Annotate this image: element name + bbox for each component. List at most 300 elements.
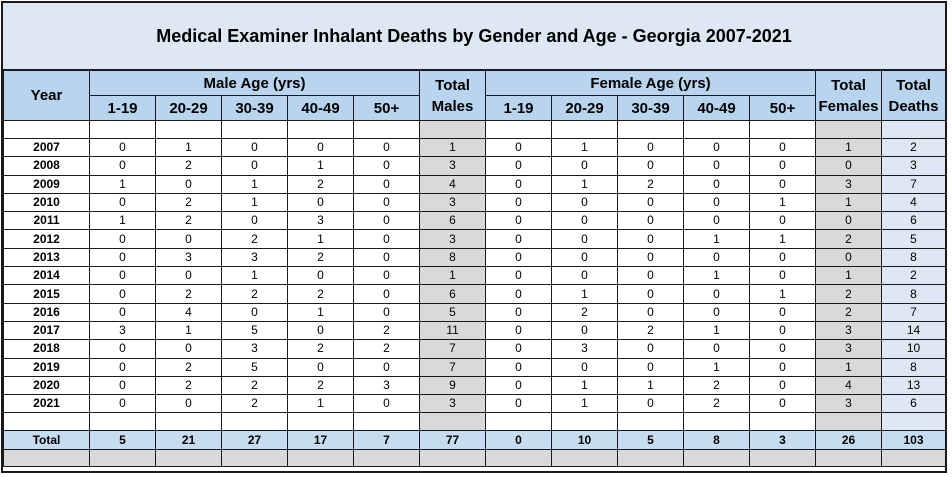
table-row <box>4 230 946 248</box>
total-deaths-cell: 2 <box>882 139 946 157</box>
empty-cell <box>618 450 684 467</box>
total-females-cell: 0 <box>816 248 882 266</box>
female-count-cell: 0 <box>684 139 750 157</box>
male-count-cell: 1 <box>288 230 354 248</box>
header-female-age-group: Female Age (yrs) <box>486 71 816 96</box>
total-male-cell: 7 <box>354 431 420 450</box>
total-females-cell: 4 <box>816 376 882 394</box>
total-female-cell: 3 <box>750 431 816 450</box>
total-deaths-cell: 13 <box>882 376 946 394</box>
total-female-cell: 5 <box>618 431 684 450</box>
total-males-cell: 1 <box>420 267 486 285</box>
year-cell: 2016 <box>4 303 90 321</box>
male-count-cell: 0 <box>90 340 156 358</box>
total-deaths-cell: 4 <box>882 193 946 211</box>
empty-cell <box>882 413 946 431</box>
year-cell: 2008 <box>4 157 90 175</box>
male-count-cell: 1 <box>156 139 222 157</box>
male-count-cell: 2 <box>222 230 288 248</box>
empty-cell <box>420 413 486 431</box>
female-count-cell: 0 <box>486 230 552 248</box>
female-count-cell: 0 <box>750 358 816 376</box>
year-cell: 2014 <box>4 267 90 285</box>
male-count-cell: 1 <box>222 175 288 193</box>
female-count-cell: 0 <box>684 248 750 266</box>
female-count-cell: 1 <box>750 230 816 248</box>
year-cell: 2017 <box>4 321 90 339</box>
year-cell: 2012 <box>4 230 90 248</box>
total-deaths-cell: 7 <box>882 303 946 321</box>
year-cell: 2021 <box>4 395 90 413</box>
header-total-females <box>816 71 882 121</box>
female-count-cell: 0 <box>750 321 816 339</box>
total-deaths-cell: 8 <box>882 248 946 266</box>
table-row <box>4 376 946 394</box>
male-count-cell: 2 <box>156 157 222 175</box>
total-females-cell: 2 <box>816 303 882 321</box>
empty-cell <box>816 413 882 431</box>
male-count-cell: 3 <box>354 376 420 394</box>
header-total-males-line2: Males <box>431 97 474 115</box>
male-count-cell: 1 <box>288 395 354 413</box>
female-count-cell: 0 <box>486 157 552 175</box>
total-females-cell: 2 <box>816 230 882 248</box>
male-count-cell: 1 <box>288 303 354 321</box>
female-count-cell: 2 <box>618 321 684 339</box>
female-count-cell: 0 <box>684 212 750 230</box>
female-count-cell: 1 <box>618 376 684 394</box>
male-count-cell: 0 <box>354 303 420 321</box>
male-count-cell: 1 <box>222 193 288 211</box>
female-count-cell: 2 <box>552 303 618 321</box>
female-count-cell: 0 <box>684 193 750 211</box>
header-total-females-line2: Females <box>818 97 879 115</box>
total-females-cell: 1 <box>816 267 882 285</box>
table-row <box>4 193 946 211</box>
table-row <box>4 321 946 339</box>
total-males-cell: 4 <box>420 175 486 193</box>
total-males-cell: 3 <box>420 230 486 248</box>
empty-cell <box>90 450 156 467</box>
male-count-cell: 0 <box>90 193 156 211</box>
female-count-cell: 0 <box>618 212 684 230</box>
female-count-cell: 1 <box>552 395 618 413</box>
empty-cell <box>684 450 750 467</box>
female-count-cell: 0 <box>552 193 618 211</box>
male-count-cell: 0 <box>156 340 222 358</box>
female-count-cell: 0 <box>618 340 684 358</box>
empty-cell <box>222 413 288 431</box>
empty-cell <box>816 121 882 139</box>
female-count-cell: 1 <box>684 358 750 376</box>
female-count-cell: 0 <box>618 230 684 248</box>
year-cell: 2015 <box>4 285 90 303</box>
year-cell: 2007 <box>4 139 90 157</box>
empty-cell <box>552 121 618 139</box>
total-females-cell: 0 <box>816 212 882 230</box>
table-row <box>4 395 946 413</box>
male-count-cell: 0 <box>354 395 420 413</box>
report-frame <box>1 1 947 473</box>
male-count-cell: 2 <box>288 248 354 266</box>
male-count-cell: 0 <box>90 303 156 321</box>
male-count-cell: 2 <box>354 321 420 339</box>
total-females-cell: 1 <box>816 193 882 211</box>
female-count-cell: 0 <box>486 321 552 339</box>
female-count-cell: 0 <box>750 157 816 175</box>
empty-cell <box>684 413 750 431</box>
female-count-cell: 0 <box>684 340 750 358</box>
table-row <box>4 175 946 193</box>
grand-total-deaths: 103 <box>882 431 946 450</box>
table-row <box>4 358 946 376</box>
year-cell: 2011 <box>4 212 90 230</box>
female-count-cell: 0 <box>486 212 552 230</box>
male-count-cell: 1 <box>288 157 354 175</box>
male-age-band-header: 1-19 <box>90 96 156 121</box>
empty-cell <box>420 450 486 467</box>
male-count-cell: 0 <box>222 157 288 175</box>
female-count-cell: 0 <box>618 303 684 321</box>
total-female-cell: 10 <box>552 431 618 450</box>
male-count-cell: 3 <box>222 340 288 358</box>
total-deaths-cell: 3 <box>882 157 946 175</box>
table-row <box>4 248 946 266</box>
table-row <box>4 157 946 175</box>
male-count-cell: 0 <box>90 358 156 376</box>
male-count-cell: 0 <box>156 175 222 193</box>
total-females-cell: 3 <box>816 340 882 358</box>
total-male-cell: 5 <box>90 431 156 450</box>
male-count-cell: 0 <box>354 267 420 285</box>
male-count-cell: 0 <box>354 212 420 230</box>
female-count-cell: 0 <box>684 157 750 175</box>
female-count-cell: 0 <box>750 303 816 321</box>
female-age-band-header: 30-39 <box>618 96 684 121</box>
male-count-cell: 1 <box>90 212 156 230</box>
empty-cell <box>90 121 156 139</box>
table-row <box>4 212 946 230</box>
empty-cell <box>354 413 420 431</box>
total-males-cell: 11 <box>420 321 486 339</box>
total-females-cell: 3 <box>816 321 882 339</box>
empty-cell <box>750 121 816 139</box>
female-count-cell: 0 <box>552 267 618 285</box>
inhalant-deaths-table <box>3 70 946 467</box>
male-count-cell: 3 <box>90 321 156 339</box>
male-count-cell: 3 <box>222 248 288 266</box>
male-count-cell: 0 <box>354 139 420 157</box>
female-count-cell: 2 <box>684 395 750 413</box>
female-count-cell: 1 <box>750 285 816 303</box>
header-total-males-line1: Total <box>435 76 470 94</box>
total-female-cell: 8 <box>684 431 750 450</box>
male-count-cell: 2 <box>222 285 288 303</box>
male-count-cell: 0 <box>222 303 288 321</box>
male-count-cell: 2 <box>354 340 420 358</box>
total-deaths-cell: 6 <box>882 212 946 230</box>
female-count-cell: 0 <box>684 303 750 321</box>
female-count-cell: 0 <box>486 175 552 193</box>
year-cell: 2010 <box>4 193 90 211</box>
header-total-deaths <box>882 71 946 121</box>
female-count-cell: 0 <box>618 395 684 413</box>
female-count-cell: 0 <box>750 376 816 394</box>
total-males-cell: 7 <box>420 340 486 358</box>
empty-cell <box>156 450 222 467</box>
total-males-cell: 3 <box>420 157 486 175</box>
male-count-cell: 2 <box>156 285 222 303</box>
total-male-cell: 27 <box>222 431 288 450</box>
male-count-cell: 0 <box>288 139 354 157</box>
female-count-cell: 1 <box>684 267 750 285</box>
year-cell: 2019 <box>4 358 90 376</box>
total-deaths-cell: 5 <box>882 230 946 248</box>
empty-cell <box>156 413 222 431</box>
female-count-cell: 0 <box>750 267 816 285</box>
female-count-cell: 0 <box>552 212 618 230</box>
total-male-cell: 21 <box>156 431 222 450</box>
female-count-cell: 1 <box>552 175 618 193</box>
female-count-cell: 0 <box>618 139 684 157</box>
total-males-cell: 3 <box>420 193 486 211</box>
total-males-cell: 7 <box>420 358 486 376</box>
female-age-band-header: 50+ <box>750 96 816 121</box>
empty-cell <box>552 413 618 431</box>
total-females-cell: 1 <box>816 358 882 376</box>
header-total-females-line1: Total <box>831 76 866 94</box>
total-deaths-cell: 8 <box>882 358 946 376</box>
empty-cell <box>90 413 156 431</box>
total-deaths-cell: 14 <box>882 321 946 339</box>
blank-row <box>4 413 946 431</box>
grand-total-males: 77 <box>420 431 486 450</box>
table-title: Medical Examiner Inhalant Deaths by Gender and Age - Georgia 2007-2021 <box>3 3 945 70</box>
empty-cell <box>420 121 486 139</box>
empty-cell <box>882 450 946 467</box>
female-count-cell: 0 <box>684 175 750 193</box>
table-row <box>4 303 946 321</box>
male-count-cell: 0 <box>354 248 420 266</box>
male-count-cell: 2 <box>156 376 222 394</box>
header-year: Year <box>4 71 90 121</box>
female-count-cell: 0 <box>618 157 684 175</box>
female-count-cell: 0 <box>750 340 816 358</box>
header-male-age-group: Male Age (yrs) <box>90 71 420 96</box>
female-count-cell: 0 <box>486 193 552 211</box>
female-count-cell: 0 <box>750 395 816 413</box>
empty-cell <box>288 121 354 139</box>
male-count-cell: 0 <box>90 139 156 157</box>
female-count-cell: 0 <box>552 321 618 339</box>
male-count-cell: 0 <box>288 321 354 339</box>
male-count-cell: 0 <box>90 285 156 303</box>
empty-cell <box>4 121 90 139</box>
female-count-cell: 2 <box>684 376 750 394</box>
total-deaths-cell: 6 <box>882 395 946 413</box>
female-count-cell: 0 <box>486 340 552 358</box>
table-row <box>4 267 946 285</box>
total-males-cell: 5 <box>420 303 486 321</box>
female-count-cell: 0 <box>750 248 816 266</box>
female-count-cell: 1 <box>552 376 618 394</box>
header-total-deaths-line1: Total <box>896 76 931 94</box>
empty-cell <box>486 450 552 467</box>
year-cell: 2018 <box>4 340 90 358</box>
male-count-cell: 0 <box>90 230 156 248</box>
male-count-cell: 0 <box>354 230 420 248</box>
female-age-band-header: 40-49 <box>684 96 750 121</box>
male-count-cell: 0 <box>156 267 222 285</box>
male-count-cell: 1 <box>156 321 222 339</box>
total-females-cell: 3 <box>816 395 882 413</box>
total-row <box>4 431 946 450</box>
male-count-cell: 2 <box>288 175 354 193</box>
header-total-males <box>420 71 486 121</box>
male-count-cell: 0 <box>222 139 288 157</box>
male-count-cell: 0 <box>90 248 156 266</box>
female-count-cell: 2 <box>618 175 684 193</box>
male-count-cell: 0 <box>354 358 420 376</box>
male-age-band-header: 50+ <box>354 96 420 121</box>
female-count-cell: 0 <box>552 157 618 175</box>
year-cell: 2020 <box>4 376 90 394</box>
female-count-cell: 0 <box>750 175 816 193</box>
total-deaths-cell: 8 <box>882 285 946 303</box>
empty-cell <box>750 450 816 467</box>
male-count-cell: 2 <box>156 358 222 376</box>
total-males-cell: 6 <box>420 285 486 303</box>
empty-cell <box>816 450 882 467</box>
header-total-deaths-line2: Deaths <box>888 97 939 115</box>
male-count-cell: 3 <box>288 212 354 230</box>
total-label: Total <box>4 431 90 450</box>
total-deaths-cell: 10 <box>882 340 946 358</box>
female-count-cell: 0 <box>486 267 552 285</box>
total-females-cell: 1 <box>816 139 882 157</box>
total-deaths-cell: 2 <box>882 267 946 285</box>
empty-cell <box>486 413 552 431</box>
total-females-cell: 0 <box>816 157 882 175</box>
male-count-cell: 0 <box>354 285 420 303</box>
female-count-cell: 0 <box>486 395 552 413</box>
male-count-cell: 2 <box>156 193 222 211</box>
female-count-cell: 1 <box>750 193 816 211</box>
male-count-cell: 0 <box>156 395 222 413</box>
female-count-cell: 0 <box>618 248 684 266</box>
female-count-cell: 0 <box>486 248 552 266</box>
empty-cell <box>288 450 354 467</box>
male-count-cell: 1 <box>90 175 156 193</box>
male-count-cell: 0 <box>288 358 354 376</box>
empty-cell <box>222 121 288 139</box>
table-row <box>4 340 946 358</box>
blank-row <box>4 121 946 139</box>
total-male-cell: 17 <box>288 431 354 450</box>
total-males-cell: 8 <box>420 248 486 266</box>
male-count-cell: 3 <box>156 248 222 266</box>
male-count-cell: 2 <box>288 285 354 303</box>
male-count-cell: 0 <box>354 157 420 175</box>
empty-cell <box>288 413 354 431</box>
male-count-cell: 2 <box>288 376 354 394</box>
female-count-cell: 0 <box>486 303 552 321</box>
male-count-cell: 5 <box>222 321 288 339</box>
empty-cell <box>354 450 420 467</box>
empty-cell <box>222 450 288 467</box>
empty-cell <box>750 413 816 431</box>
table-row <box>4 285 946 303</box>
empty-cell <box>684 121 750 139</box>
female-count-cell: 0 <box>684 285 750 303</box>
grand-total-females: 26 <box>816 431 882 450</box>
male-count-cell: 0 <box>288 267 354 285</box>
total-males-cell: 1 <box>420 139 486 157</box>
male-count-cell: 4 <box>156 303 222 321</box>
male-count-cell: 0 <box>90 376 156 394</box>
male-count-cell: 0 <box>156 230 222 248</box>
female-age-band-header: 1-19 <box>486 96 552 121</box>
female-count-cell: 0 <box>618 358 684 376</box>
female-count-cell: 0 <box>486 358 552 376</box>
male-age-band-header: 40-49 <box>288 96 354 121</box>
empty-cell <box>618 413 684 431</box>
female-count-cell: 0 <box>552 248 618 266</box>
female-age-band-header: 20-29 <box>552 96 618 121</box>
empty-cell <box>882 121 946 139</box>
male-count-cell: 2 <box>288 340 354 358</box>
male-count-cell: 0 <box>90 157 156 175</box>
male-count-cell: 1 <box>222 267 288 285</box>
table-row <box>4 139 946 157</box>
total-female-cell: 0 <box>486 431 552 450</box>
male-count-cell: 2 <box>222 376 288 394</box>
female-count-cell: 3 <box>552 340 618 358</box>
female-count-cell: 0 <box>552 230 618 248</box>
male-count-cell: 0 <box>222 212 288 230</box>
female-count-cell: 0 <box>618 285 684 303</box>
male-count-cell: 2 <box>222 395 288 413</box>
total-males-cell: 9 <box>420 376 486 394</box>
male-age-band-header: 20-29 <box>156 96 222 121</box>
total-deaths-cell: 7 <box>882 175 946 193</box>
year-cell: 2013 <box>4 248 90 266</box>
male-count-cell: 0 <box>90 267 156 285</box>
male-count-cell: 0 <box>354 175 420 193</box>
male-count-cell: 0 <box>354 193 420 211</box>
female-count-cell: 0 <box>486 285 552 303</box>
male-count-cell: 0 <box>288 193 354 211</box>
total-females-cell: 2 <box>816 285 882 303</box>
empty-cell <box>618 121 684 139</box>
empty-cell <box>552 450 618 467</box>
footer-blank-row <box>4 450 946 467</box>
empty-cell <box>486 121 552 139</box>
female-count-cell: 0 <box>486 139 552 157</box>
female-count-cell: 1 <box>684 230 750 248</box>
empty-cell <box>156 121 222 139</box>
female-count-cell: 1 <box>552 285 618 303</box>
female-count-cell: 0 <box>618 267 684 285</box>
male-count-cell: 5 <box>222 358 288 376</box>
female-count-cell: 1 <box>684 321 750 339</box>
total-females-cell: 3 <box>816 175 882 193</box>
empty-cell <box>4 450 90 467</box>
total-males-cell: 3 <box>420 395 486 413</box>
male-count-cell: 2 <box>156 212 222 230</box>
empty-cell <box>4 413 90 431</box>
year-cell: 2009 <box>4 175 90 193</box>
